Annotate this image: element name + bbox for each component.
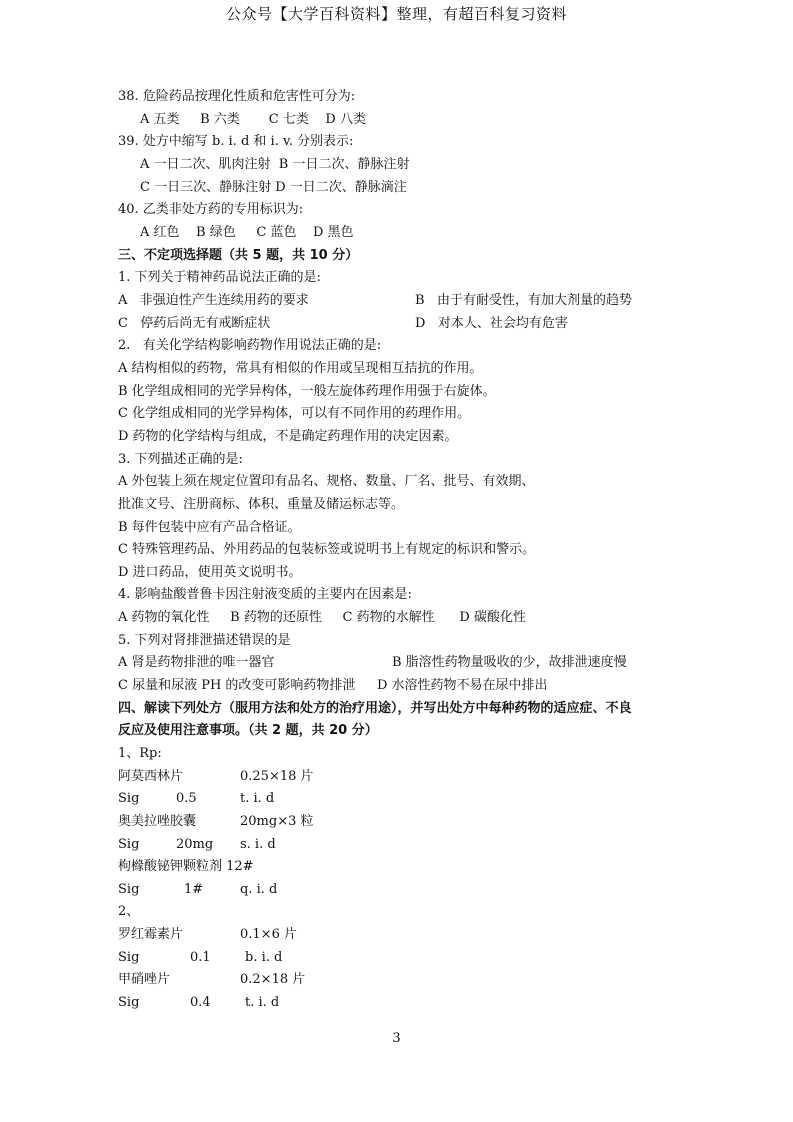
rx2-row2-sig: Sig [118,950,140,965]
s3-question-1-stem: 1. 下列关于精神药品说法正确的是: [118,270,321,285]
rx1-row3-qty: 20mg×3 粒 [240,814,314,829]
rx1-row4-freq: s. i. d [240,837,276,852]
rx1-row1-drug: 阿莫西林片 [118,769,184,784]
rx2-row1-drug: 罗红霉素片 [118,927,184,942]
s3-q1-option-d: D 对本人、社会均有危害 [415,316,568,331]
rx1-row4-dose: 20mg [176,837,214,852]
s3-q3-option-d: D 进口药品，使用英文说明书。 [118,565,302,580]
page-header: 公众号【大学百科资料】整理，有超百科复习资料 [225,5,567,23]
question-38-options: A 五类 B 六类 C 七类 D 八类 [140,112,366,127]
rx1-row2-sig: Sig [118,791,140,806]
question-40-options: A 红色 B 绿色 C 蓝色 D 黑色 [140,225,354,240]
s3-q5-option-c: C 尿量和尿液 PH 的改变可影响药物排泄 [118,678,356,693]
s3-q1-option-c: C 停药后尚无有戒断症状 [118,316,271,331]
s3-q1-option-a: A 非强迫性产生连续用药的要求 [118,293,309,308]
rx2-row4-sig: Sig [118,995,140,1010]
s3-q5-option-a: A 肾是药物排泄的唯一器官 [118,655,275,670]
s3-q4-options: A 药物的氧化性 B 药物的还原性 C 药物的水解性 D 碳酸化性 [118,610,526,625]
rx2-row3-drug: 甲硝唑片 [118,972,171,987]
rx2-row2-freq: b. i. d [245,950,283,965]
s3-q5-option-d: D 水溶性药物不易在尿中排出 [377,678,548,693]
rx1-label: 1、Rp: [118,746,162,761]
rx1-row6-dose: 1# [184,882,204,897]
s3-q3-option-b: B 每件包装中应有产品合格证。 [118,520,301,535]
section-4-title-line2: 反应及使用注意事项。（共 2 题，共 20 分） [118,723,378,738]
s3-q3-option-c: C 特殊管理药品、外用药品的包装标签或说明书上有规定的标识和警示。 [118,542,536,557]
rx2-row3-qty: 0.2×18 片 [240,972,306,987]
s3-q2-option-c: C 化学组成相同的光学异构体，可以有不同作用的药理作用。 [118,406,471,421]
rx1-row5-drug: 枸橼酸铋钾颗粒剂 12# [118,859,254,874]
s3-q2-option-a: A 结构相似的药物，常具有相似的作用或呈现相互拮抗的作用。 [118,361,483,376]
question-39-stem: 39. 处方中缩写 b. i. d 和 i. v. 分别表示: [118,134,354,149]
rx2-row1-qty: 0.1×6 片 [240,927,297,942]
section-4-title-line1: 四、解读下列处方（服用方法和处方的治疗用途），并写出处方中每种药物的适应症、不良 [118,701,632,716]
s3-q5-option-b: B 脂溶性药物量吸收的少，故排泄速度慢 [392,655,627,670]
question-40-stem: 40. 乙类非处方药的专用标识为: [118,202,304,217]
s3-question-3-stem: 3. 下列描述正确的是: [118,452,243,467]
rx1-row1-qty: 0.25×18 片 [240,769,314,784]
s3-q2-option-b: B 化学组成相同的光学异构体，一般左旋体药理作用强于右旋体。 [118,384,496,399]
rx1-row3-drug: 奥美拉唑胶囊 [118,814,197,829]
section-3-title: 三、不定项选择题（共 5 题，共 10 分） [118,248,359,263]
rx2-row4-freq: t. i. d [245,995,280,1010]
s3-question-4-stem: 4. 影响盐酸普鲁卡因注射液变质的主要内在因素是: [118,587,412,602]
rx1-row2-dose: 0.5 [176,791,197,806]
s3-question-2-stem: 2. 有关化学结构影响药物作用说法正确的是: [118,338,382,353]
s3-q2-option-d: D 药物的化学结构与组成，不是确定药理作用的决定因素。 [118,429,458,444]
rx1-row2-freq: t. i. d [240,791,275,806]
rx2-row2-dose: 0.1 [190,950,211,965]
rx2-label: 2、 [118,904,140,919]
page-number: 3 [392,1031,401,1046]
rx2-row4-dose: 0.4 [190,995,211,1010]
rx1-row6-sig: Sig [118,882,140,897]
s3-q1-option-b: B 由于有耐受性，有加大剂量的趋势 [415,293,632,308]
rx1-row6-freq: q. i. d [240,882,278,897]
question-38-stem: 38. 危险药品按理化性质和危害性可分为: [118,89,356,104]
s3-question-5-stem: 5. 下列对肾排泄描述错误的是 [118,633,291,648]
question-39-options-1: A 一日二次、肌肉注射 B 一日二次、静脉注射 [140,157,410,172]
question-39-options-2: C 一日三次、静脉注射 D 一日二次、静脉滴注 [140,180,407,195]
s3-q3-option-a-line1: A 外包装上须在规定位置印有品名、规格、数量、厂名、批号、有效期、 [118,474,535,489]
s3-q3-option-a-line2: 批准文号、注册商标、体积、重量及储运标志等。 [118,497,405,512]
rx1-row4-sig: Sig [118,837,140,852]
